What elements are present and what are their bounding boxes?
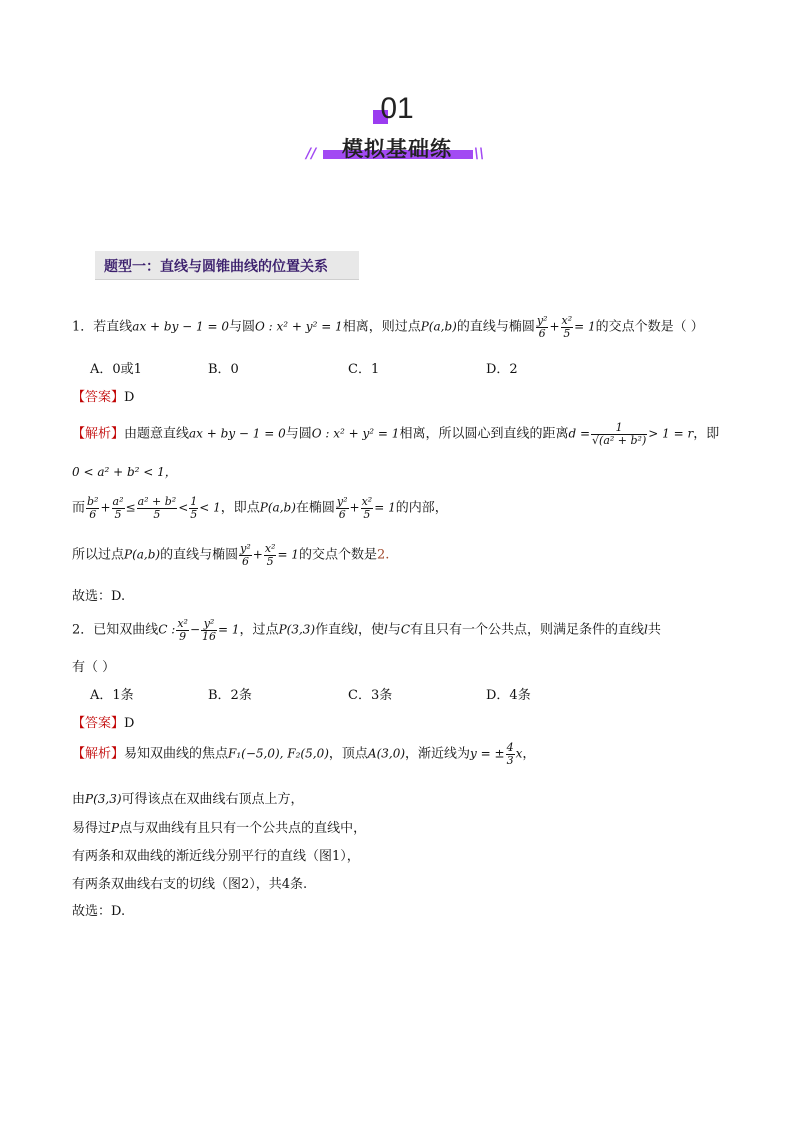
q2-analysis-line1: 【解析】易知双曲线的焦点F₁(−5,0), F₂(5,0)，顶点A(3,0)，渐近线为y = ± $\frac{4}{3}$ x， (72, 741, 536, 767)
q1-answer: 【答案】D (72, 390, 135, 405)
q2-analysis-line3: 易得过P点与双曲线有且只有一个公共点的直线中， (72, 821, 367, 836)
q2-option-a: A．1条 (90, 688, 134, 703)
q1-analysis-line2: 0 < a² + b² < 1， (72, 465, 177, 479)
q1-option-c: C．1 (348, 362, 380, 377)
q2-answer: 【答案】D (72, 716, 135, 731)
q1-analysis-line3: 而 $\frac{\text{b²}}{6}$ + $\frac{\text{a²}}{5}$ ≤ $\frac{\text{a² + b²}}{5}$ < $\frac{1}{5}$ < 1，即点P(a,b)在椭圆 $\frac{\text{y²}}{6}$ + $\frac{\text{x²}}{5}$ = 1的内部， (72, 495, 448, 521)
q2-stem-line2: 有（ ） (72, 660, 116, 675)
q1-stem: 1．若直线ax + by − 1 = 0与圆O : x² + y² = 1相离，则过点P(a,b)的直线与椭圆 $\frac{\text{y²}}{6}$ + $\frac{\text{x²}}{5}$ = 1的交点个数是（ ） (72, 314, 704, 340)
section-number: 01 (380, 92, 414, 125)
q1-option-a: A．0或1 (90, 362, 142, 377)
q1-conclusion: 故选：D. (72, 589, 126, 604)
q2-analysis-line5: 有两条双曲线右支的切线（图2），共4条. (72, 877, 308, 892)
q1-analysis-line4: 所以过点P(a,b)的直线与椭圆 $\frac{\text{y²}}{6}$ + $\frac{\text{x²}}{5}$ = 1的交点个数是2. (72, 542, 390, 568)
q2-analysis-line2: 由P(3,3)可得该点在双曲线右顶点上方， (72, 792, 304, 807)
q1-option-d: D．2 (486, 362, 518, 377)
q2-option-c: C．3条 (348, 688, 393, 703)
section-heading (95, 251, 359, 280)
page-title: 模拟基础练 (342, 137, 452, 161)
q2-stem-line1: 2．已知双曲线C : $\frac{\text{x²}}{9}$ − $\frac{\text{y²}}{16}$ = 1，过点P(3,3)作直线l，使l与C有且只有一个公共点，则满足条件的直线l共 (72, 617, 661, 643)
q2-option-d: D．4条 (486, 688, 531, 703)
q2-conclusion: 故选：D. (72, 904, 126, 919)
section-heading-text: 题型一：直线与圆锥曲线的位置关系 (104, 259, 328, 275)
q1-analysis-line1: 【解析】由题意直线ax + by − 1 = 0与圆O : x² + y² = 1相离，所以圆心到直线的距离d = $\frac{1}{\text{√(a² + b²)}}$ > 1 = r，即 (72, 421, 720, 447)
title-slash-left: // (306, 146, 317, 162)
q2-analysis-line4: 有两条和双曲线的渐近线分别平行的直线（图1）， (72, 849, 360, 864)
title-slash-right: \\ (474, 146, 485, 162)
q2-option-b: B．2条 (208, 688, 252, 703)
q1-option-b: B．0 (208, 362, 239, 377)
